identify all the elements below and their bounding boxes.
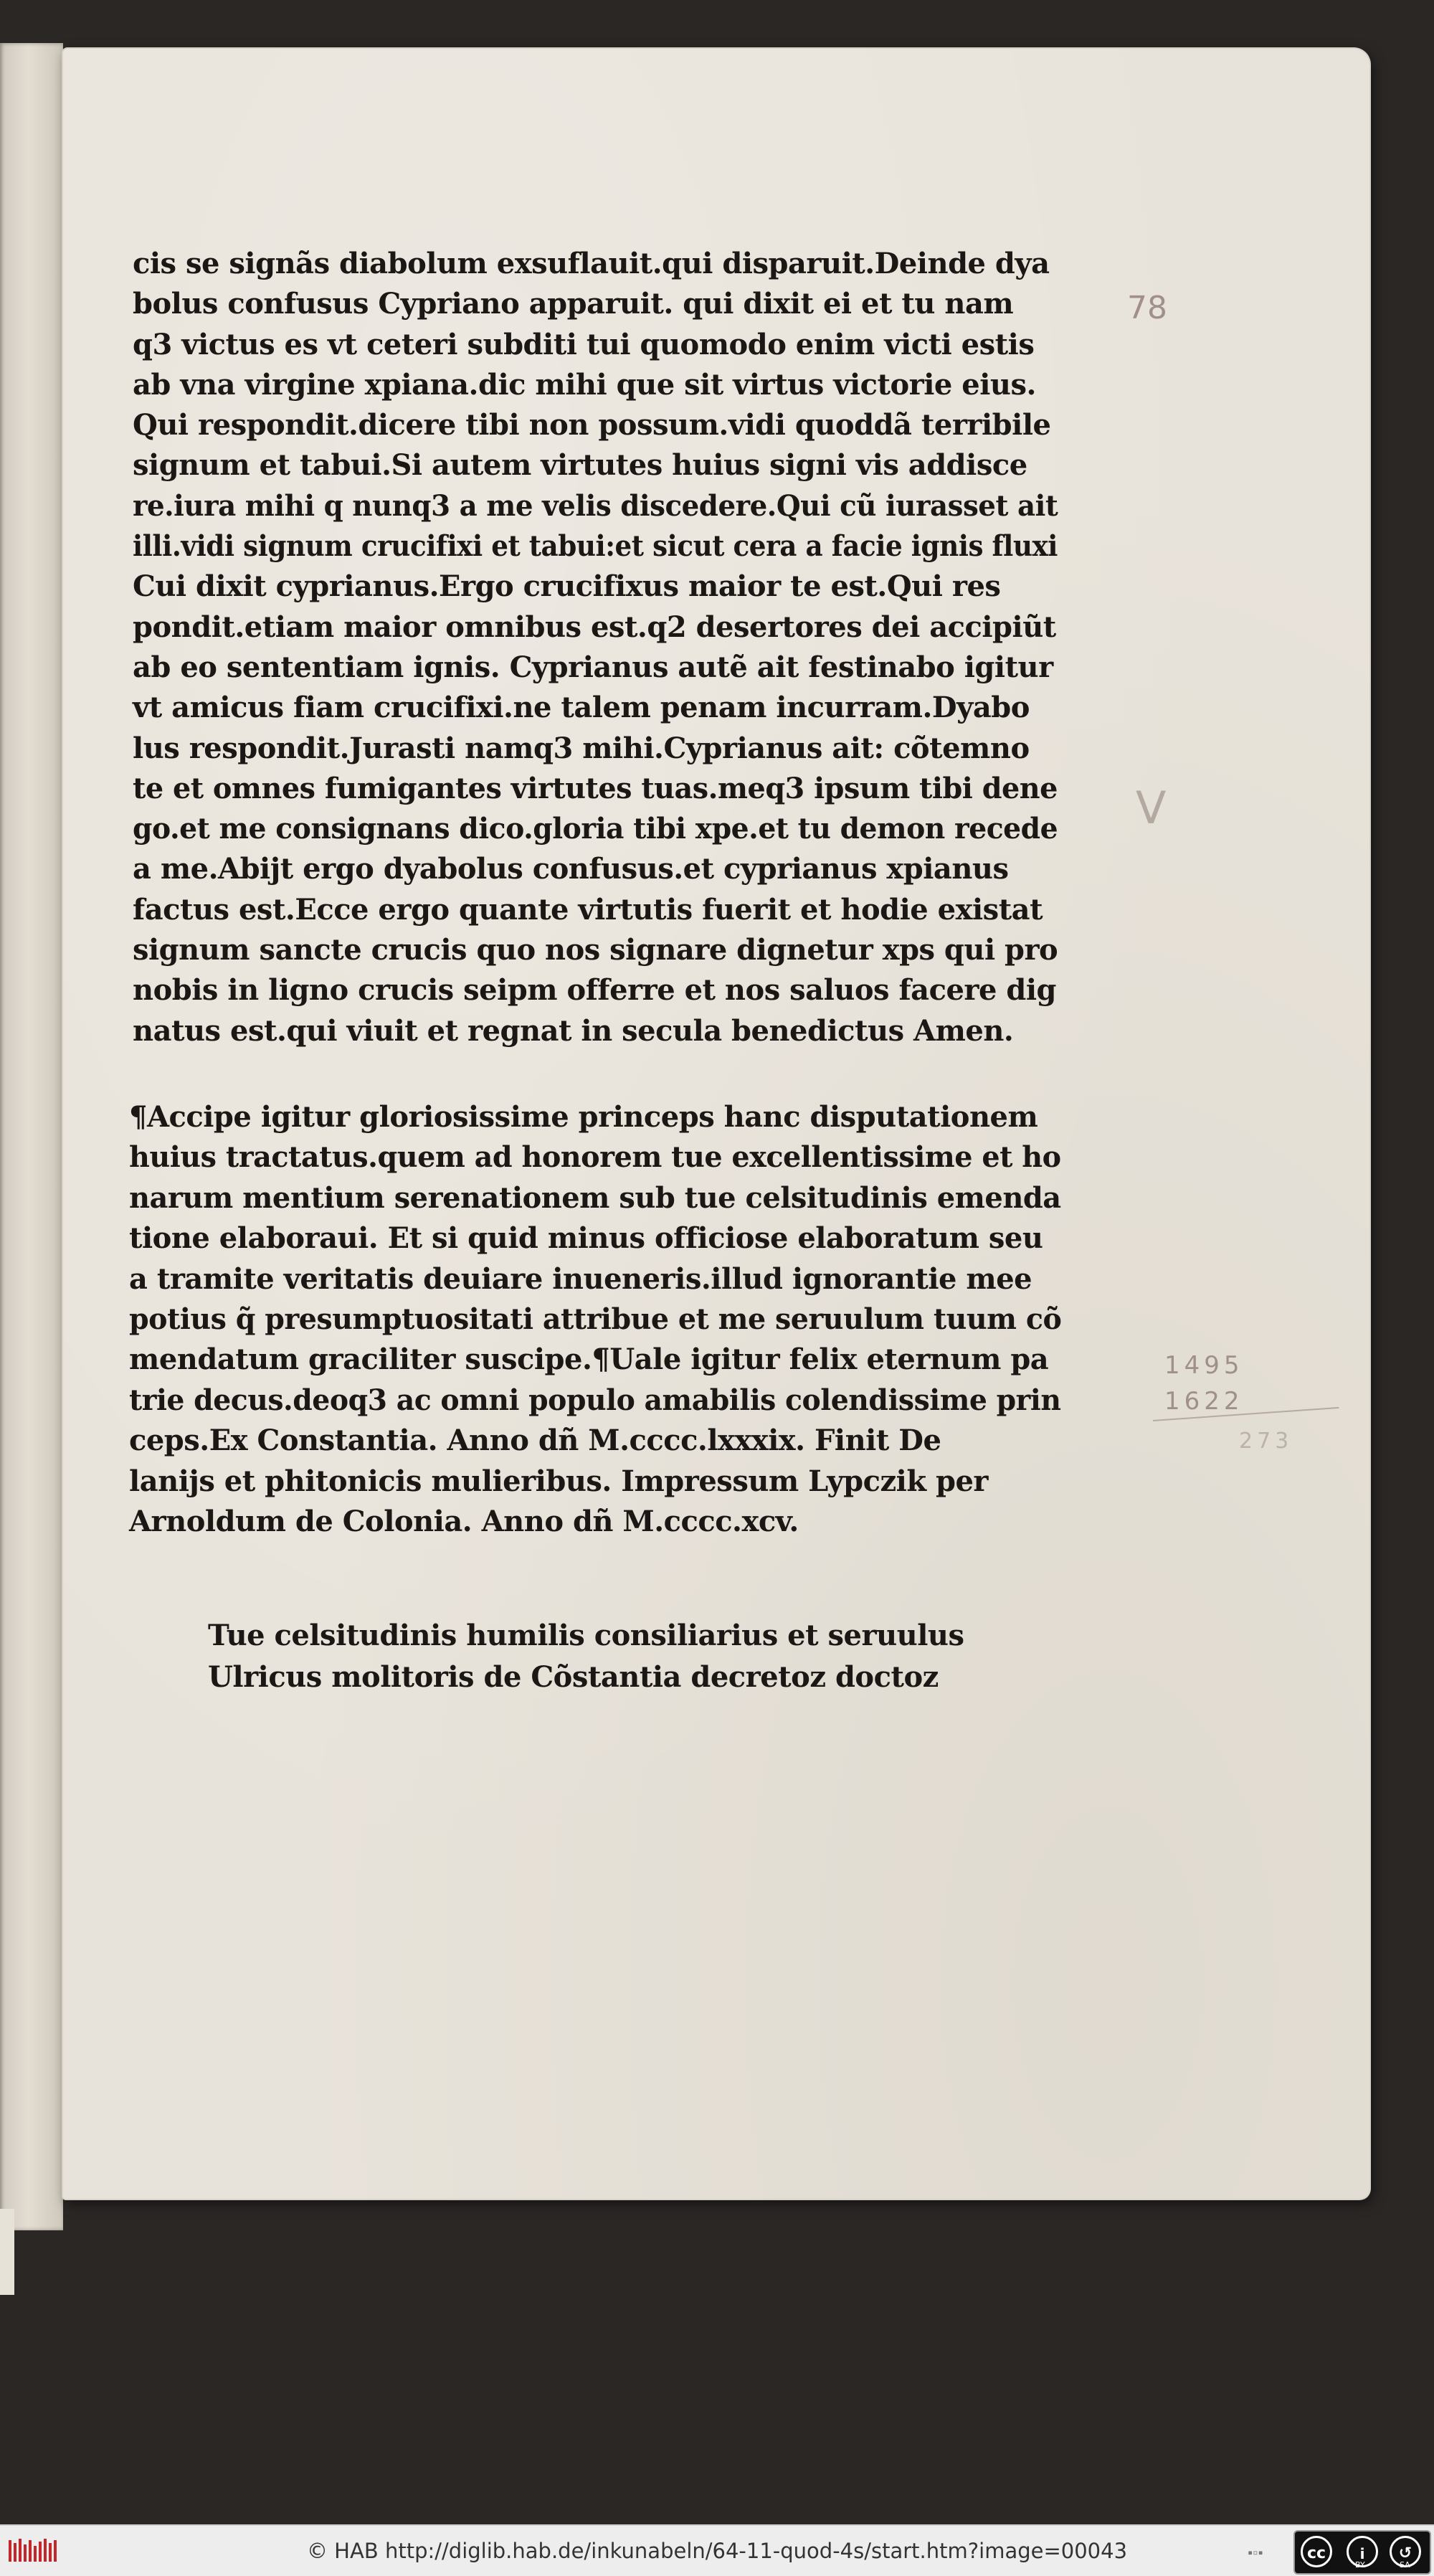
text-line: ceps.Ex Constantia. Anno dñ M.cccc.lxxxix. Finit De [129,1424,941,1458]
text-line: signum sancte crucis quo nos signare dignetur xps qui pro [133,933,1058,967]
text-line: signum et tabui.Si autem virtutes huius signi vis addisce [133,448,1027,483]
date-note: 1622 [1164,1387,1244,1416]
text-line: te et omnes fumigantes virtutes tuas.meq3 ipsum tibi dene [133,771,1058,805]
main-text-block [133,244,1058,1051]
text-line: narum mentium serenationem sub tue celsitudinis emenda [129,1180,1061,1215]
text-line: huius tractatus.quem ad honorem tue excellentissime et ho [129,1140,1061,1175]
facing-page-corner [0,2209,14,2295]
text-line: illi.vidi signum crucifixi et tabui:et sicut cera a facie ignis fluxi [133,529,1058,564]
text-line: go.et me consignans dico.gloria tibi xpe.et tu demon recede [133,812,1058,846]
sa-label: SA [1400,2560,1410,2570]
footer-bar [0,2524,1434,2576]
text-line: Qui respondit.dicere tibi non possum.vidi quoddã terribile [133,408,1051,442]
date-note: 273 [1239,1429,1293,1454]
text-line: trie decus.deoq3 ac omni populo amabilis colendissime prin [129,1383,1061,1417]
text-line: ab vna virgine xpiana.dic mihi que sit virtus victorie eius. [133,367,1036,402]
cc-icon: cc [1301,2536,1332,2567]
copyright-link[interactable]: © HAB http://diglib.hab.de/inkunabeln/64-11-quod-4s/start.htm?image=00043 [306,2539,1128,2563]
share-alike-icon: ↺ [1390,2536,1421,2567]
text-line: factus est.Ecce ergo quante virtutis fuerit et hodie existat [133,892,1043,927]
margin-mark: V [1136,782,1167,834]
text-line: a tramite veritatis deuiare inueneris.illud ignorantie mee [129,1261,1032,1296]
text-line: Arnoldum de Colonia. Anno dñ M.cccc.xcv. [129,1505,799,1539]
date-note: 1495 [1164,1351,1244,1380]
text-line: Tue celsitudinis humilis consiliarius et seruulus [208,1619,964,1652]
text-line: lus respondit.Jurasti namq3 mihi.Cyprianus ait: cõtemno [133,731,1030,765]
text-line: bolus confusus Cypriano apparuit. qui dixit ei et tu nam [133,287,1014,321]
text-line: q3 victus es vt ceteri subditi tui quomodo enim victi estis [133,327,1035,361]
text-line: pondit.etiam maior omnibus est.q2 desertores dei accipiũt [133,610,1056,644]
by-icon: i [1347,2536,1378,2567]
by-label: BY [1355,2560,1365,2570]
closing-paragraph [129,1097,1061,1542]
text-line: mendatum graciliter suscipe.¶Uale igitur felix eternum pa [129,1343,1049,1377]
text-line: Ulricus molitoris de Cõstantia decretoz doctoz [208,1660,939,1694]
text-line: potius q̃ presumptuositati attribue et me seruulum tuum cõ [129,1302,1062,1337]
text-line: nobis in ligno crucis seipm offerre et nos saluos facere dig [133,973,1056,1008]
text-line: natus est.qui viuit et regnat in secula benedictus Amen. [133,1013,1014,1048]
text-line: tione elaboraui. Et si quid minus officiose elaboratum seu [129,1221,1043,1256]
text-line: ¶Accipe igitur gloriosissime princeps hanc disputationem [129,1100,1038,1134]
text-line: Cui dixit cyprianus.Ergo crucifixus maior te est.Qui res [133,569,1001,604]
folio-number-note: 78 [1127,290,1167,326]
facing-page-edge [0,43,63,2230]
creative-commons-icon[interactable] [1293,2530,1431,2575]
scan-marker: ▪▫▪ [1248,2547,1263,2557]
text-line: re.iura mihi q nunq3 a me velis discedere.Qui cũ iurasset ait [133,488,1058,523]
dedication-block [208,1615,997,1698]
text-line: lanijs et phitonicis mulieribus. Impressum Lypczik per [129,1464,988,1498]
text-line: ab eo sententiam ignis. Cyprianus autẽ ait festinabo igitur [133,650,1053,684]
text-line: vt amicus fiam crucifixi.ne talem penam incurram.Dyabo [133,691,1030,725]
text-line: a me.Abijt ergo dyabolus confusus.et cyprianus xpianus [133,852,1009,886]
text-line: cis se signãs diabolum exsuflauit.qui disparuit.Deinde dya [133,247,1050,280]
